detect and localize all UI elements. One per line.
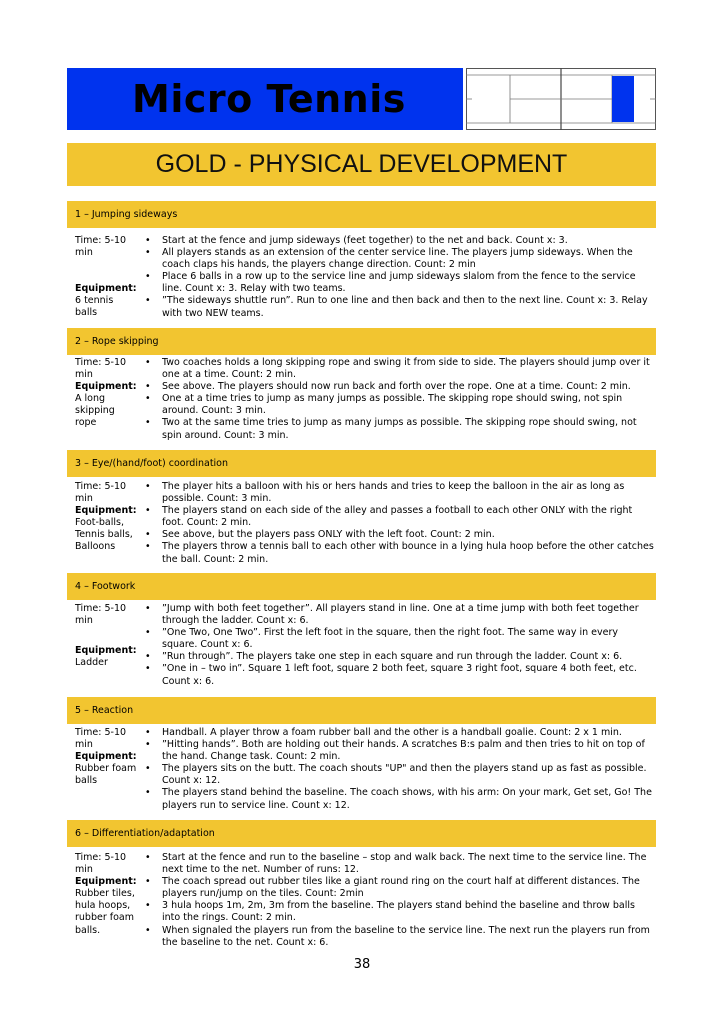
exercise-info xyxy=(75,481,145,554)
list-item: • ”Run through”. The players take one step in each square and run through the ladder. Count x: 6. xyxy=(145,651,654,663)
list-item: • ”One in – two in”. Square 1 left foot, square 2 both feet, square 3 right foot, square 4 both feet, etc. Count x: 6. xyxy=(145,663,654,687)
equipment-item: A long xyxy=(75,393,106,405)
list-item: • ”One Two, One Two”. First the left foot in the square, then the right foot. The same way in every square. Count x: 6. xyxy=(145,627,654,651)
tennis-court-icon xyxy=(466,68,656,130)
time-label: Time: 5-10 xyxy=(75,852,127,863)
time-unit: min xyxy=(75,739,93,751)
equipment-item: rope xyxy=(75,417,97,429)
exercise-list xyxy=(145,481,654,566)
section-heading-rope-skipping: 2 – Rope skipping xyxy=(67,328,656,355)
list-item: • The players stand behind the baseline. The coach shows, with his arm: On your mark, Get set, Go! The players run to service line. Count x: 12. xyxy=(145,787,654,811)
time-label: Time: 5-10 xyxy=(75,481,127,492)
list-item: • Two at the same time tries to jump as many jumps as possible. The skipping rope should swing, not spin around. Count: 3 min. xyxy=(145,417,654,441)
equipment-item: balls. xyxy=(75,924,101,936)
equipment-item: Tennis balls, xyxy=(75,529,133,541)
equipment-label: Equipment: xyxy=(75,645,137,657)
list-item: • Start at the fence and jump sideways (feet together) to the net and back. Count x: 3. xyxy=(145,235,654,247)
list-item: • See above, but the players pass ONLY with the left foot. Count: 2 min. xyxy=(145,529,654,541)
equipment-item: hula hoops, xyxy=(75,900,131,912)
time-label: Time: 5-10 xyxy=(75,727,127,738)
time-unit: min xyxy=(75,247,93,259)
time-label: Time: 5-10 xyxy=(75,357,127,368)
list-item: • The coach spread out rubber tiles like a giant round ring on the court half at different distances. The players run/jump on the tiles. Count: 2min xyxy=(145,876,654,900)
time-unit: min xyxy=(75,369,93,381)
time-label: Time: 5-10 xyxy=(75,603,127,614)
equipment-label: Equipment: xyxy=(75,381,137,393)
equipment-label: Equipment: xyxy=(75,876,137,888)
equipment-item: 6 tennis xyxy=(75,295,114,307)
equipment-item: balls xyxy=(75,307,98,319)
exercise-info xyxy=(75,727,145,787)
equipment-item: Rubber foam xyxy=(75,763,137,775)
list-item: • The players throw a tennis ball to each other with bounce in a lying hula hoop before the other catches the ball. Count: 2 min. xyxy=(145,541,654,565)
section-banner: GOLD - PHYSICAL DEVELOPMENT xyxy=(67,143,656,186)
list-item: • ”Hitting hands”. Both are holding out their hands. A scratches B:s palm and then tries to hit on top of the hand. Change task. Count: 2 min. xyxy=(145,739,654,763)
court-position-marker xyxy=(612,76,634,122)
list-item: • One at a time tries to jump as many jumps as possible. The skipping rope should swing, not spin around. Count: 3 min. xyxy=(145,393,654,417)
equipment-item: Ladder xyxy=(75,657,108,669)
list-item: • Two coaches holds a long skipping rope and swing it from side to side. The players should jump over it one at a time. Count: 2 min. xyxy=(145,357,654,381)
list-item: • Place 6 balls in a row up to the service line and jump sideways slalom from the fence to the service line. Count x: 3. Relay with two teams. xyxy=(145,271,654,295)
list-item: • When signaled the players run from the baseline to the service line. The next run the players run from the baseline to the net. Count x: 6. xyxy=(145,925,654,949)
list-item: • ”Jump with both feet together”. All players stand in line. One at a time jump with both feet together through the ladder. Count x: 6. xyxy=(145,603,654,627)
exercise-info xyxy=(75,852,145,937)
equipment-item: Foot-balls, xyxy=(75,517,125,529)
equipment-item: Rubber tiles, xyxy=(75,888,135,900)
exercise-list xyxy=(145,727,654,812)
section-heading-differentiation: 6 – Differentiation/adaptation xyxy=(67,820,656,847)
exercise-list xyxy=(145,603,654,688)
list-item: • ”The sideways shuttle run”. Run to one line and then back and then to the next line. Count x: 3. Relay with two NEW teams. xyxy=(145,295,654,319)
page-number: 38 xyxy=(353,957,371,972)
exercise-list xyxy=(145,357,654,442)
equipment-item: rubber foam xyxy=(75,912,134,924)
equipment-label: Equipment: xyxy=(75,751,137,763)
list-item: • The players stand on each side of the alley and passes a football to each other ONLY with the right foot. Count: 2 min. xyxy=(145,505,654,529)
section-heading-jumping-sideways: 1 – Jumping sideways xyxy=(67,201,656,228)
list-item: • Handball. A player throw a foam rubber ball and the other is a handball goalie. Count: 2 x 1 min. xyxy=(145,727,654,739)
list-item: • 3 hula hoops 1m, 2m, 3m from the baseline. The players stand behind the baseline and throw balls into the rings. Count: 2 min. xyxy=(145,900,654,924)
section-heading-reaction: 5 – Reaction xyxy=(67,697,656,724)
exercise-list xyxy=(145,235,654,320)
equipment-item: Balloons xyxy=(75,541,116,553)
list-item: • Start at the fence and run to the baseline – stop and walk back. The next time to the service line. The next time to the net. Number of runs: 12. xyxy=(145,852,654,876)
equipment-label: Equipment: xyxy=(75,505,137,517)
exercise-info xyxy=(75,235,145,319)
time-unit: min xyxy=(75,864,93,876)
list-item: • The player hits a balloon with his or hers hands and tries to keep the balloon in the air as long as possible. Count: 3 min. xyxy=(145,481,654,505)
time-unit: min xyxy=(75,615,93,627)
list-item: • The players sits on the butt. The coach shouts "UP" and then the players stand up as fast as possible. Count x: 12. xyxy=(145,763,654,787)
list-item: • All players stands as an extension of the center service line. The players jump sideways. When the coach claps his hands, the players change direction. Count: 2 min xyxy=(145,247,654,271)
time-label: Time: 5-10 xyxy=(75,235,127,246)
brand-title: Micro Tennis xyxy=(132,77,406,121)
exercise-info xyxy=(75,603,145,669)
section-heading-footwork: 4 – Footwork xyxy=(67,573,656,600)
time-unit: min xyxy=(75,493,93,505)
list-item: • See above. The players should now run back and forth over the rope. One at a time. Count: 2 min. xyxy=(145,381,654,393)
equipment-label: Equipment: xyxy=(75,283,137,295)
equipment-item: balls xyxy=(75,775,98,787)
exercise-info xyxy=(75,357,145,430)
equipment-item: skipping xyxy=(75,405,115,417)
section-heading-coordination: 3 – Eye/(hand/foot) coordination xyxy=(67,450,656,477)
exercise-list xyxy=(145,852,654,949)
